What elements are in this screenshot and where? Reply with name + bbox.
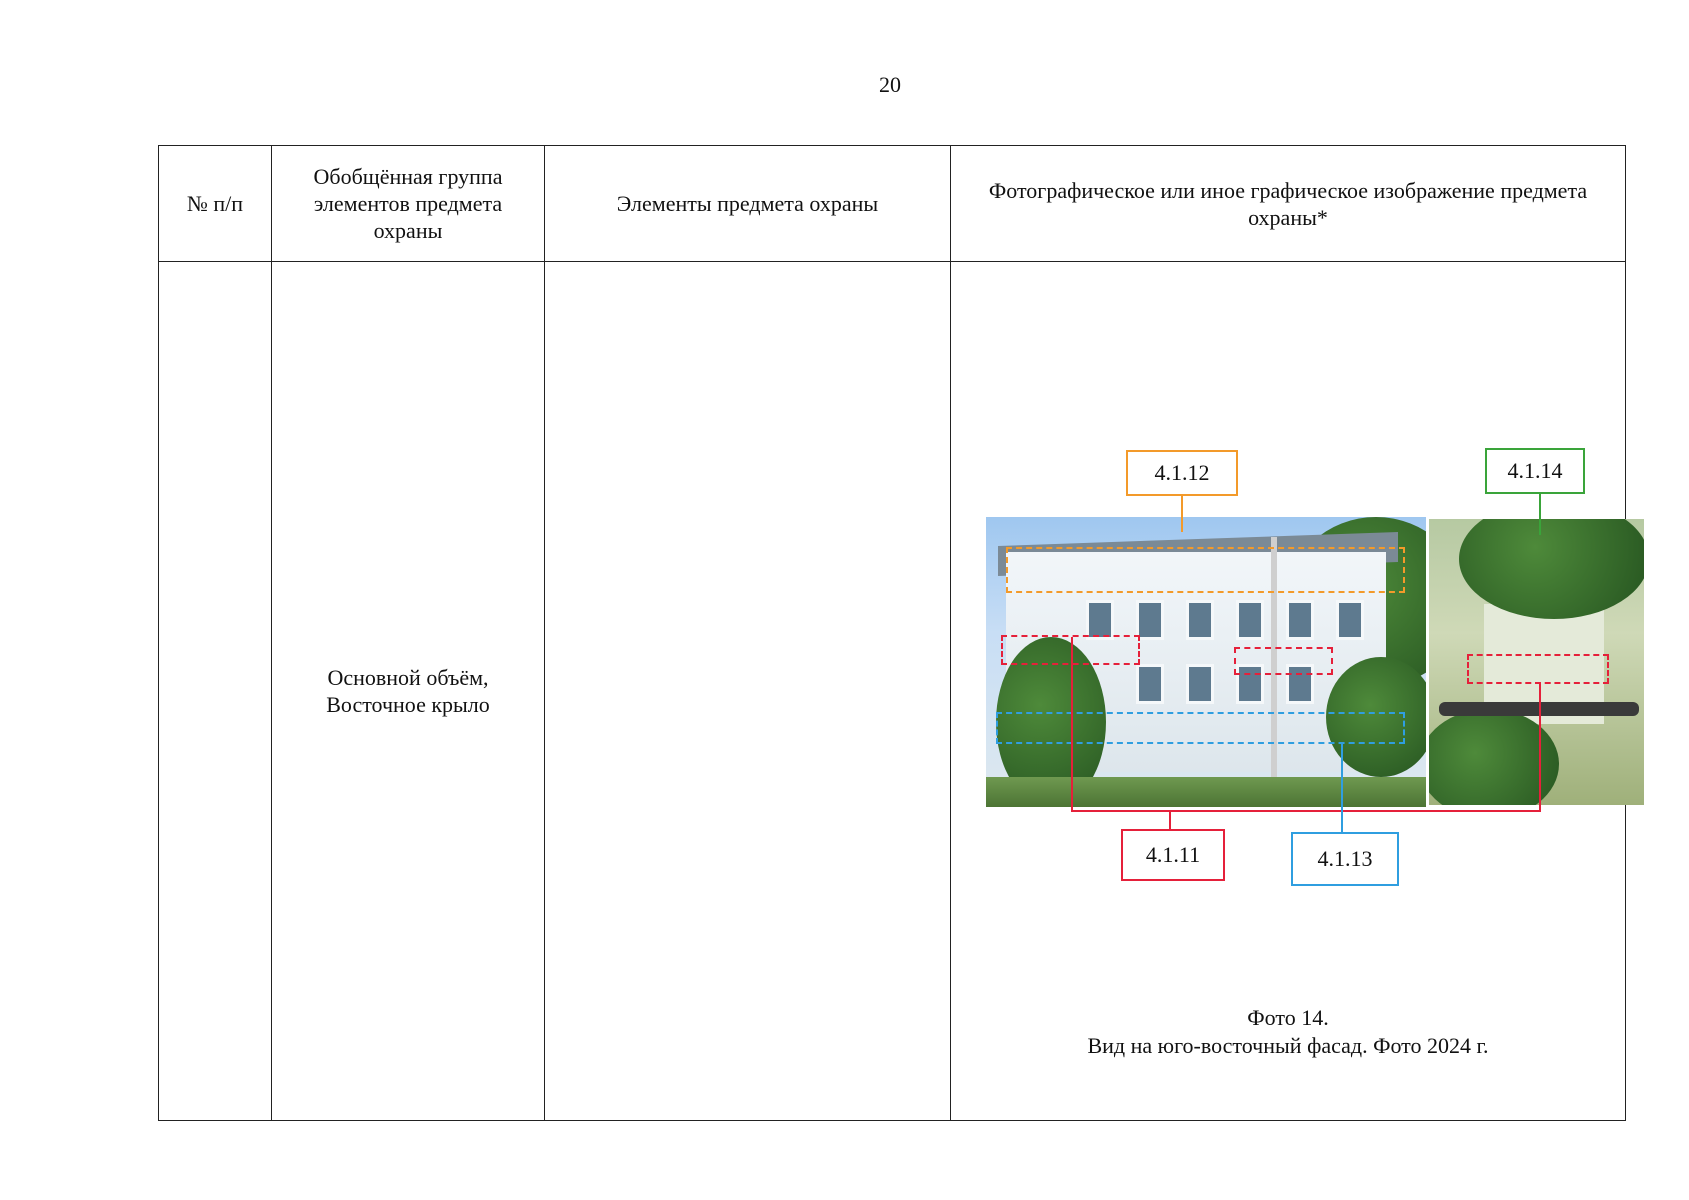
cell-elements	[545, 262, 951, 1121]
header-group: Обобщённая группа элементов предмета охраны	[272, 146, 545, 262]
page-number: 20	[879, 72, 901, 97]
label-4-1-12: 4.1.12	[1126, 450, 1238, 496]
caption-line-2: Вид на юго-восточный фасад. Фото 2024 г.	[1087, 1033, 1489, 1058]
leader-line-4-1-11	[1071, 810, 1541, 812]
header-number: № п/п	[159, 146, 272, 262]
leader-line-4-1-11	[1071, 637, 1073, 812]
table-row	[159, 262, 1626, 1121]
caption-line-1: Фото 14.	[1247, 1005, 1329, 1030]
table-header-row	[159, 146, 1626, 262]
label-4-1-11: 4.1.11	[1121, 829, 1225, 881]
photo-figure	[951, 262, 1625, 1120]
leader-line-4-1-13	[1341, 742, 1343, 834]
label-4-1-14: 4.1.14	[1485, 448, 1585, 494]
marker-belt-right	[1234, 647, 1333, 675]
cell-image	[951, 262, 1626, 1121]
cell-number	[159, 262, 272, 1121]
facade-photo-main	[986, 517, 1426, 807]
leader-line-4-1-11	[1539, 682, 1541, 812]
marker-base	[996, 712, 1405, 744]
facade-photo-side	[1429, 519, 1644, 805]
header-elements: Элементы предмета охраны	[545, 146, 951, 262]
photo-caption	[951, 1004, 1625, 1060]
cell-group: Основной объём, Восточное крыло	[272, 262, 545, 1121]
label-4-1-13: 4.1.13	[1291, 832, 1399, 886]
header-image: Фотографическое или иное графическое изображение предмета охраны*	[951, 146, 1626, 262]
protection-table	[158, 145, 1626, 1121]
leader-line-4-1-12	[1181, 494, 1183, 532]
marker-cornice	[1006, 547, 1405, 593]
marker-belt-side	[1467, 654, 1609, 684]
